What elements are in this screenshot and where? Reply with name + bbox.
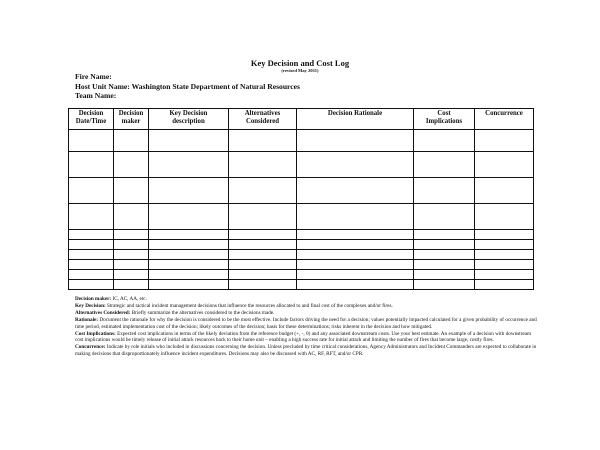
fire-name-field: Fire Name:	[75, 72, 112, 81]
table-header-cell	[69, 109, 114, 130]
table-cell	[297, 240, 414, 250]
table-cell	[475, 230, 534, 240]
table-cell	[229, 270, 297, 280]
definition-text: Briefly summarize the alternatives considered to the decisions made.	[130, 309, 275, 316]
table-cell	[149, 250, 229, 260]
definition-label: Rationale:	[75, 316, 99, 323]
table-row	[69, 280, 534, 290]
table-cell	[69, 204, 114, 230]
definition-text: Expected cost implications in terms of the likely deviation from the reference budget (+, -, 0) and any associated downstream costs. Use your best estimate. An example of a decision with downstream cost implications would be timely release of initial attack resources back to their home unit – enabling a high success rate for initial attack and limiting the number of fires that become large, costly fires.	[75, 330, 531, 344]
table-body	[69, 130, 534, 290]
table-cell	[149, 240, 229, 250]
header-label: Decision	[78, 110, 104, 117]
table-cell	[475, 260, 534, 270]
table-row	[69, 152, 534, 178]
table-cell	[229, 178, 297, 204]
table-cell	[297, 230, 414, 240]
table-row	[69, 178, 534, 204]
table-cell	[69, 178, 114, 204]
table-cell	[297, 270, 414, 280]
table-cell	[475, 130, 534, 152]
definition-label: Cost Implications:	[75, 330, 116, 337]
table-cell	[69, 270, 114, 280]
table-cell	[69, 280, 114, 290]
table-row	[69, 270, 534, 280]
table-cell	[229, 204, 297, 230]
table-cell	[414, 204, 475, 230]
table-cell	[114, 270, 149, 280]
table-cell	[114, 240, 149, 250]
table-cell	[414, 280, 475, 290]
table-cell	[475, 204, 534, 230]
table-cell	[149, 130, 229, 152]
table-cell	[475, 250, 534, 260]
header-label: Key Decision	[169, 110, 208, 117]
table-cell	[69, 250, 114, 260]
table-header-row	[69, 109, 534, 130]
document-subtitle: (revised May 2011)	[281, 68, 319, 73]
header-label: maker	[121, 118, 141, 125]
table-header-cell	[114, 109, 149, 130]
table-header-cell	[414, 109, 475, 130]
table-cell	[69, 130, 114, 152]
table-cell	[149, 204, 229, 230]
table-cell	[414, 260, 475, 270]
header-label: Implications	[425, 118, 463, 125]
table-cell	[149, 152, 229, 178]
table-cell	[297, 250, 414, 260]
definition-text: Document the rationale for why the decision is considered to be the most effective. Include factors driving the need for a decision; values potentially impacted calculated for a given probability of occurrence and time period, estimated implementation cost of the decision; likely outcomes of the decision; basis for these determinations; risks inherent in the decision and how mitigated.	[75, 316, 537, 330]
table-header-cell	[229, 109, 297, 130]
definition-label: Decision maker:	[75, 296, 112, 302]
table-cell	[475, 280, 534, 290]
header-label: Alternatives	[244, 110, 281, 117]
table-cell	[475, 178, 534, 204]
table-cell	[149, 280, 229, 290]
table-cell	[414, 130, 475, 152]
definition-text: Indicate by role initials who included in discussions concerning the decision. Unless precluded by time critical considerations, Agency Administrators and Incident Commanders are expected to collaborate in making decisions that disproportionately influence incident expenditures. Decisions may also be discussed with AC, RF, RFT, and/or CPR.	[75, 344, 537, 358]
table-cell	[114, 130, 149, 152]
table-cell	[475, 270, 534, 280]
table-row	[69, 130, 534, 152]
table-cell	[297, 178, 414, 204]
header-label: Date/Time	[75, 118, 107, 125]
table-cell	[475, 240, 534, 250]
header-label: description	[172, 118, 205, 125]
table-cell	[69, 152, 114, 178]
table-cell	[414, 152, 475, 178]
table-cell	[414, 230, 475, 240]
team-name-field: Team Name:	[75, 91, 117, 101]
table-cell	[297, 152, 414, 178]
table-row	[69, 260, 534, 270]
table-cell	[69, 230, 114, 240]
table-header-cell	[297, 109, 414, 130]
header-fields	[75, 72, 300, 101]
host-unit-field: Host Unit Name: Washington State Department of Natural Resources	[75, 81, 300, 91]
table-cell	[229, 280, 297, 290]
document-title: Key Decision and Cost Log	[250, 58, 350, 68]
table-header-cell	[475, 109, 534, 130]
definition-note	[75, 317, 537, 331]
definition-note	[75, 310, 537, 317]
table-cell	[297, 130, 414, 152]
table-cell	[475, 152, 534, 178]
table-cell	[229, 260, 297, 270]
definition-text: Strategic and tactical incident management decisions that influence the resources allocated to and final cost of the complexes and/or fires.	[105, 302, 393, 309]
definition-label: Alternatives Considered:	[75, 309, 131, 316]
table-cell	[297, 280, 414, 290]
definitions-notes	[75, 296, 537, 358]
definition-text: IC, AC, AA, etc.	[111, 296, 147, 302]
decision-log-table	[68, 108, 534, 290]
table-cell	[114, 152, 149, 178]
table-cell	[114, 178, 149, 204]
table-cell	[149, 178, 229, 204]
header-label: Concurrence	[485, 110, 523, 117]
definition-label: Key Decision:	[75, 302, 106, 309]
table-cell	[414, 250, 475, 260]
table-cell	[229, 130, 297, 152]
table-cell	[414, 240, 475, 250]
definition-note	[75, 344, 537, 358]
header-label: Considered	[245, 118, 280, 125]
table-cell	[114, 280, 149, 290]
table-cell	[414, 270, 475, 280]
table-cell	[297, 260, 414, 270]
definition-label: Concurrence:	[75, 344, 106, 351]
definition-note	[75, 331, 537, 345]
table-cell	[414, 178, 475, 204]
header-label: Cost	[437, 110, 451, 117]
table-cell	[69, 260, 114, 270]
table-cell	[149, 270, 229, 280]
table-header-cell	[149, 109, 229, 130]
table-cell	[229, 152, 297, 178]
definition-note	[75, 296, 537, 303]
table-row	[69, 240, 534, 250]
table-row	[69, 250, 534, 260]
table-cell	[229, 250, 297, 260]
table-cell	[297, 204, 414, 230]
table-row	[69, 230, 534, 240]
table-cell	[149, 260, 229, 270]
header-label: Decision Rationale	[327, 110, 383, 117]
table-cell	[69, 240, 114, 250]
table-cell	[114, 250, 149, 260]
table-cell	[114, 230, 149, 240]
table-cell	[229, 230, 297, 240]
header-label: Decision	[118, 110, 144, 117]
table-cell	[114, 204, 149, 230]
table-cell	[229, 240, 297, 250]
definition-note	[75, 303, 537, 310]
table-cell	[114, 260, 149, 270]
table-cell	[149, 230, 229, 240]
table-row	[69, 204, 534, 230]
